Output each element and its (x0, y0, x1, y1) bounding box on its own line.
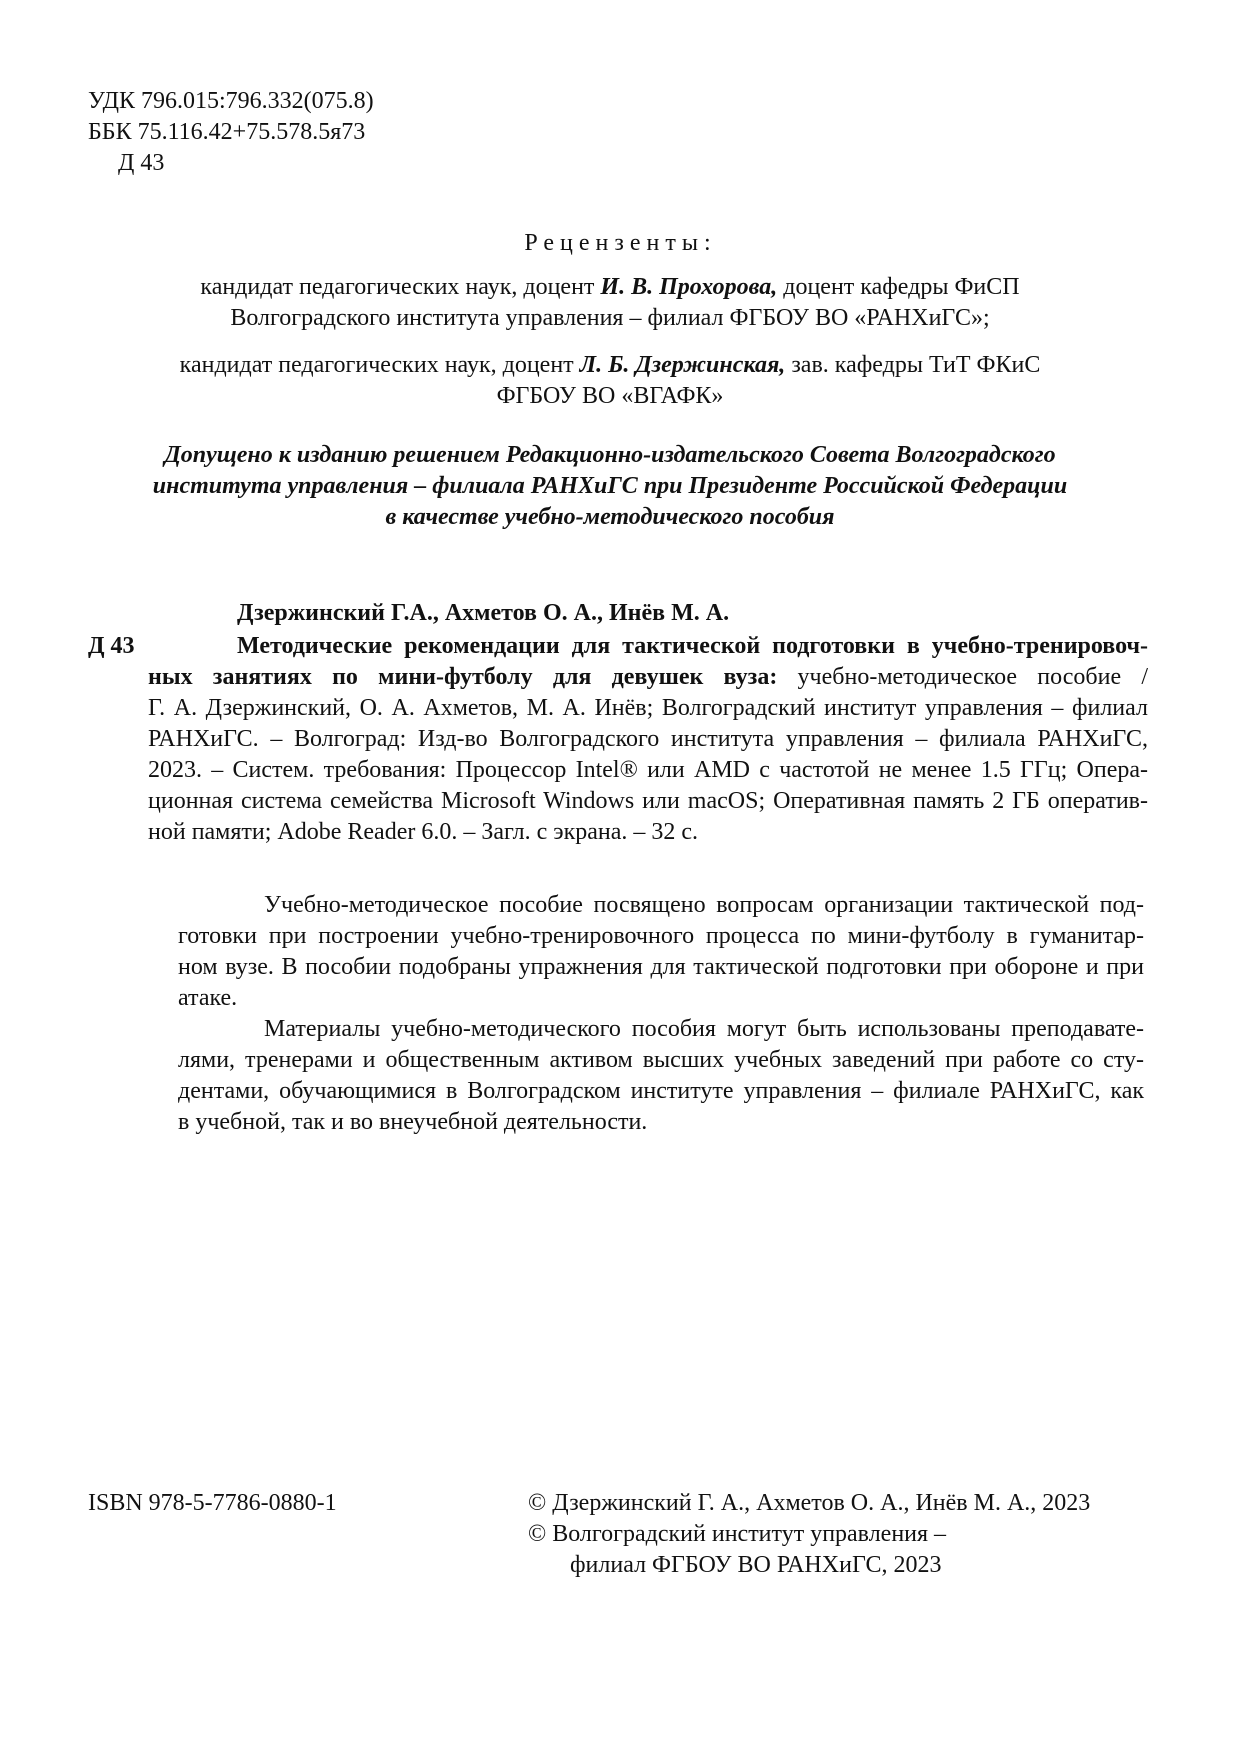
annotation-line: в учебной, так и во внеучебной деятельности. (178, 1109, 648, 1135)
annotation-line: лями, тренерами и общественным активом высших учебных заведений при работе со сту- (178, 1047, 1144, 1073)
isbn: ISBN 978-5-7786-0880-1 (88, 1490, 337, 1516)
biblio-line: Г. А. Дзержинский, О. А. Ахметов, М. А. Инёв; Волгоградский институт управления – филиал (148, 695, 1148, 721)
reviewer-1 (140, 272, 1080, 334)
copyright-institute-cont: филиал ФГБОУ ВО РАНХиГС, 2023 (570, 1552, 942, 1578)
reviewer-2-line-1 (140, 350, 1080, 381)
approval-line: Допущено к изданию решением Редакционно-издательского Совета Волгоградского (164, 442, 1056, 468)
biblio-line: 2023. – Систем. требования: Процессор Intel® или AMD с частотой не менее 1.5 ГГц; Опера- (148, 757, 1148, 783)
author-mark-code: Д 43 (88, 633, 135, 659)
biblio-line: РАНХиГС. – Волгоград: Изд-во Волгоградского института управления – филиала РАНХиГС, (148, 726, 1148, 752)
reviewer-1-line-1 (140, 272, 1080, 303)
approval-statement (130, 440, 1090, 533)
copyright-institute: © Волгоградский институт управления – (528, 1521, 947, 1547)
authors-heading: Дзержинский Г.А., Ахметов О. А., Инёв М. А. (237, 600, 730, 626)
reviewer-2-name: Л. Б. Дзержинская, (579, 352, 786, 378)
biblio-line (148, 662, 1148, 693)
annotation-line: ном вузе. В пособии подобраны упражнения для тактической подготовки при обороне и при (178, 954, 1144, 980)
approval-line: в качестве учебно-методического пособия (385, 504, 835, 530)
annotation (178, 890, 1144, 1138)
approval-line: института управления – филиала РАНХиГС при Президенте Российской Федерации (152, 473, 1068, 499)
biblio-line: ционная система семейства Microsoft Windows или macOS; Оперативная память 2 ГБ оператив- (148, 788, 1148, 814)
reviewer-1-position: доцент кафедры ФиСП (777, 274, 1020, 300)
bbk-code: ББК 75.116.42+75.578.5я73 (88, 119, 366, 145)
annotation-line: готовки при построении учебно-тренировочного процесса по мини-футболу в гуманитар- (178, 923, 1144, 949)
classification-block (88, 86, 374, 179)
biblio-title-end: ных занятиях по мини-футболу для девушек вуза: (148, 664, 778, 690)
reviewer-2-position: зав. кафедры ТиТ ФКиС (785, 352, 1041, 378)
biblio-type: учебно-методическое пособие / (777, 664, 1148, 690)
reviewer-1-prefix: кандидат педагогических наук, доцент (200, 274, 601, 300)
reviewer-1-name: И. В. Прохорова, (600, 274, 778, 300)
author-mark: Д 43 (118, 150, 165, 176)
reviewers-heading: Рецензенты: (524, 230, 717, 256)
annotation-line: Материалы учебно-методического пособия могут быть использованы преподавате- (264, 1016, 1144, 1042)
udk-code: УДК 796.015:796.332(075.8) (88, 88, 374, 114)
annotation-line: дентами, обучающимися в Волгоградском институте управления – филиале РАНХиГС, как (178, 1078, 1144, 1104)
biblio-title-line: Методические рекомендации для тактической подготовки в учебно-тренировоч- (237, 633, 1148, 659)
copyright-authors: © Дзержинский Г. А., Ахметов О. А., Инёв М. А., 2023 (528, 1490, 1091, 1516)
reviewer-1-line-2: Волгоградского института управления – филиал ФГБОУ ВО «РАНХиГС»; (230, 305, 990, 331)
annotation-line: Учебно-методическое пособие посвящено вопросам организации тактической под- (264, 892, 1144, 918)
bibliographic-description (148, 631, 1148, 848)
reviewer-2 (140, 350, 1080, 412)
annotation-line: атаке. (178, 985, 238, 1011)
reviewer-2-prefix: кандидат педагогических наук, доцент (179, 352, 580, 378)
copyright-block (528, 1488, 1090, 1581)
biblio-line: ной памяти; Adobe Reader 6.0. – Загл. с экрана. – 32 с. (148, 819, 699, 845)
reviewer-2-line-2: ФГБОУ ВО «ВГАФК» (496, 383, 724, 409)
